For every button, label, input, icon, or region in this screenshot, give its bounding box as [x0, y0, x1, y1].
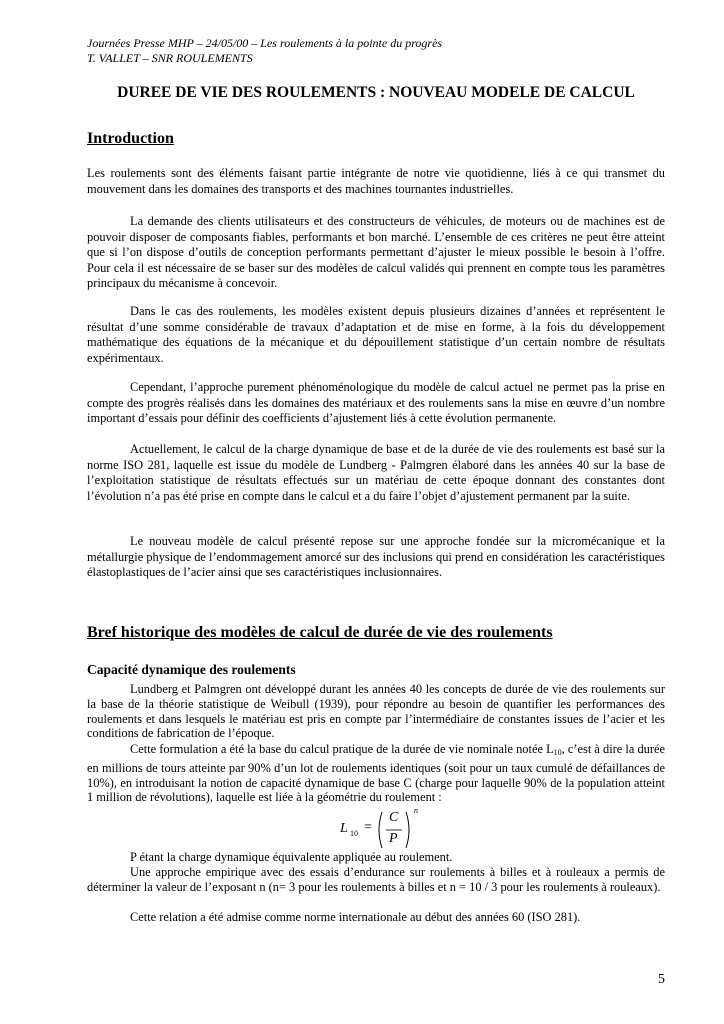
history-paragraph-1: Lundberg et Palmgren ont développé durant les années 40 les concepts de durée de vie des roulements sur la base de la théorie statistique de Weibull (1939), pour répondre au besoin de quantifier les performances des roulements et dans lesquels le matériau est pris en compte par l’intermédiaire de constantes issues de l’acier et les conditions de fabrication de l’époque.: [87, 682, 665, 741]
history-paragraph-2: Cette formulation a été la base du calcul pratique de la durée de vie nominale notée $L_{10}$, c’est à dire la durée en millions de tours atteinte par 90% d’un lot de roulements identiques (soit pour un taux cumulé de défaillances de 10%), en introduisant la notion de capacité dynamique de base C (charge pour laquelle 90% de la population atteint 1 million de révolutions), laquelle est liée à la géométrie du roulement :: [87, 742, 666, 805]
formula-lhs-subscript: 10: [350, 829, 358, 838]
formula-equals: =: [364, 820, 372, 835]
formula-numerator: C: [389, 810, 399, 825]
intro-paragraph-4: Cependant, l’approche purement phénoménologique du modèle de calcul actuel ne permet pas la prise en compte des progrès réalisés dans les domaines des matériaux et des roulements sans la mise en œuvre d’un nombre important d’essais pour définir des coefficients d’ajustement liés à cette évolution permanente.: [87, 380, 665, 426]
running-header-line2: T. VALLET – SNR ROULEMENTS: [87, 51, 253, 65]
document-page: [87, 0, 665, 1024]
history-paragraph-3: P étant la charge dynamique équivalente appliquée au roulement.: [130, 850, 453, 864]
page-number: 5: [658, 972, 665, 987]
intro-paragraph-2: La demande des clients utilisateurs et des constructeurs de véhicules, de moteurs ou de machines est de pouvoir disposer de composants fiables, performants et bon marché. L’ensemble de ces critères ne peut être atteint que si l’on dispose d’outils de conception performants permettant d’ajuster le mieux possible le besoin à l’offre. Pour cela il est nécessaire de se baser sur des modèles de calcul validés qui prennent en compte tous les paramètres principaux du mécanisme à concevoir.: [87, 214, 665, 291]
subsection-heading-dynamic-capacity: Capacité dynamique des roulements: [87, 662, 296, 677]
intro-paragraph-1: Les roulements sont des éléments faisant partie intégrante de notre vie quotidienne, liés à ce qui transmet du mouvement dans les domaines des transports et des machines tournantes industrielles.: [87, 166, 665, 196]
history-paragraph-4: Une approche empirique avec des essais d’endurance sur roulements à billes et à rouleaux a permis de déterminer la valeur de l’exposant n (n= 3 pour les roulements à billes et n = 10 / 3 pour les roulements à rouleaux).: [87, 865, 665, 894]
intro-paragraph-3: Dans le cas des roulements, les modèles existent depuis plusieurs dizaines d’années et représentent le résultat d’une somme considérable de travaux d’adaptation et de mise en forme, à la fois du développement mathématique des équations de la mécanique et du dépouillement statistique d’un certain nombre de résultats expérimentaux.: [87, 304, 665, 365]
intro-paragraph-6: Le nouveau modèle de calcul présenté repose sur une approche fondée sur la micromécanique et la métallurgie physique de l’endommagement amorcé sur des inclusions qui prend en considération les caractéristiques élastoplastiques de l’acier ainsi que ses caractéristiques inclusionnaires.: [87, 534, 665, 580]
history-paragraph-5: Cette relation a été admise comme norme internationale au début des années 60 (ISO 281).: [130, 910, 581, 924]
running-header-line1: Journées Presse MHP – 24/05/00 – Les roulements à la pointe du progrès: [87, 36, 443, 50]
formula-lhs: L: [340, 821, 348, 836]
section-heading-history: Bref historique des modèles de calcul de durée de vie des roulements: [87, 624, 553, 641]
section-heading-introduction: Introduction: [87, 130, 174, 147]
life-formula: [340, 808, 420, 852]
formula-exponent: n: [414, 806, 418, 815]
formula-denominator: P: [389, 831, 398, 846]
document-title: DUREE DE VIE DES ROULEMENTS : NOUVEAU MODELE DE CALCUL: [117, 84, 635, 101]
intro-paragraph-5: Actuellement, le calcul de la charge dynamique de base et de la durée de vie des roulements est basé sur la norme ISO 281, laquelle est issue du modèle de Lundberg - Palmgren élaboré dans les années 40 sur la base de l’exploitation statistique de résultats effectués sur un matériau de cette époque donnant des constantes dont l’évolution n’a pas été prise en compte dans le calcul et a du faire l’objet d’ajustement permanent par la suite.: [87, 442, 665, 503]
